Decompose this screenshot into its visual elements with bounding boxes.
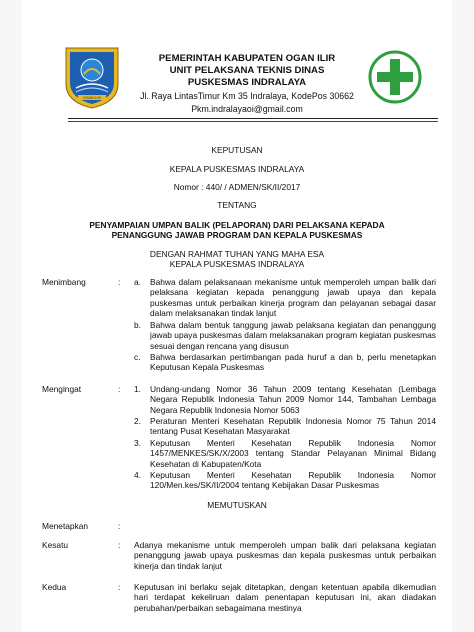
subject-line-1: PENYAMPAIAN UMPAN BALIK (PELAPORAN) DARI PELAKSANA KEPADA bbox=[89, 220, 385, 230]
memutuskan-heading: MEMUTUSKAN bbox=[207, 500, 267, 510]
ogan-ilir-logo bbox=[62, 44, 122, 110]
title-tentang: TENTANG bbox=[217, 200, 257, 210]
title-keputusan: KEPUTUSAN bbox=[211, 145, 263, 155]
menetapkan-label: Menetapkan bbox=[42, 521, 89, 531]
header-line-3: PUSKESMAS INDRALAYA bbox=[187, 77, 307, 88]
menimbang-text-c: Bahwa berdasarkan pertimbangan pada huruf a dan b, perlu menetapkan Keputusan Kepala Puskesmas bbox=[150, 352, 436, 373]
document-page bbox=[22, 0, 452, 632]
header-address: Jl. Raya LintasTimur Km 35 Indralaya, KodePos 30662 bbox=[140, 91, 354, 101]
mengingat-text-2: Peraturan Menteri Kesehatan Republik Indonesia Nomor 75 Tahun 2014 tentang Pusat Kesehatan Masyarakat bbox=[150, 416, 436, 437]
mengingat-colon: : bbox=[118, 384, 121, 394]
menimbang-label: Menimbang bbox=[42, 277, 86, 287]
kesatu-label: Kesatu bbox=[42, 540, 69, 550]
puskesmas-cross-logo bbox=[368, 50, 422, 104]
subject-line-2: PENANGGUNG JAWAB PROGRAM DAN KEPALA PUSKESMAS bbox=[111, 230, 363, 240]
mengingat-num-4: 4. bbox=[134, 470, 141, 480]
mengingat-num-1: 1. bbox=[134, 384, 141, 394]
kedua-text: Keputusan ini berlaku sejak ditetapkan, dengan ketentuan apabila dikemudian hari terdapat kekeliruan dalam penentapan keputusan ini, akan diadakan perubahan/perbaikan sebagaimana mestinya bbox=[134, 582, 436, 613]
header-line-2: UNIT PELAKSANA TEKNIS DINAS bbox=[169, 65, 325, 76]
header-email: Pkm.indralayaoi@gmail.com bbox=[191, 104, 303, 114]
mengingat-num-2: 2. bbox=[134, 416, 141, 426]
rahmat-line-1: DENGAN RAHMAT TUHAN YANG MAHA ESA bbox=[149, 249, 325, 259]
title-kepala: KEPALA PUSKESMAS INDRALAYA bbox=[169, 164, 305, 174]
kesatu-text: Adanya mekanisme untuk memperoleh umpan balik dari pelaksana kegiatan penanggung jawab upaya puskesmas dan kepala puskesmas untuk perbaikan kinerja dan tindak lanjut bbox=[134, 540, 436, 571]
mengingat-text-1: Undang-undang Nomor 36 Tahun 2009 tentang Kesehatan (Lembaga Negara Republik Indonesia Tahun 2009 Nomor 144, Tambahan Lembaga Negara Republik Indonesia Nomor 5063 bbox=[150, 384, 436, 415]
menetapkan-colon: : bbox=[118, 521, 121, 531]
mengingat-num-3: 3. bbox=[134, 438, 141, 448]
mengingat-label: Mengingat bbox=[42, 384, 82, 394]
mengingat-text-3: Keputusan Menteri Kesehatan Republik Indonesia Nomor 1457/MENKES/SK/X/2003 tentang Standar Pelayanan Minimal Bidang Kesehatan di Kabupaten/Kota bbox=[150, 438, 436, 469]
rahmat-line-2: KEPALA PUSKESMAS INDRALAYA bbox=[169, 259, 305, 269]
logo-text: OGAN ILIR bbox=[82, 96, 102, 101]
title-nomor: Nomor : 440/ / ADMEN/SK/II/2017 bbox=[173, 182, 301, 192]
menimbang-num-b: b. bbox=[134, 320, 141, 330]
kesatu-colon: : bbox=[118, 540, 121, 550]
menimbang-colon: : bbox=[118, 277, 121, 287]
menimbang-text-a: Bahwa dalam pelaksanaan mekanisme untuk memperoleh umpan balik dari pelaksana kegiatan kepada penanggung jawab upaya dan kepala puskesmas untuk perbaikan kinerja program dan pelayanan sebagai dasar dalam melaksanakan tindak lanjut bbox=[150, 277, 436, 319]
kedua-label: Kedua bbox=[42, 582, 67, 592]
menimbang-num-a: a. bbox=[134, 277, 141, 287]
header-divider bbox=[68, 118, 438, 119]
mengingat-text-4: Keputusan Menteri Kesehatan Republik Indonesia Nomor 120/Men.kes/SK/II/2004 tentang Kebijakan Dasar Puskesmas bbox=[150, 470, 436, 491]
kedua-colon: : bbox=[118, 582, 121, 592]
header-line-1: PEMERINTAH KABUPATEN OGAN ILIR bbox=[158, 53, 336, 64]
menimbang-num-c: c. bbox=[134, 352, 141, 362]
menimbang-text-b: Bahwa dalam bentuk tanggung jawab pelaksana kegiatan dan penanggung jawab upaya puskesmas dalam melaksanakan program kegiatan puskesmas sesuai dengan rencana yang disusun bbox=[150, 320, 436, 351]
header-divider-thin bbox=[68, 121, 438, 122]
